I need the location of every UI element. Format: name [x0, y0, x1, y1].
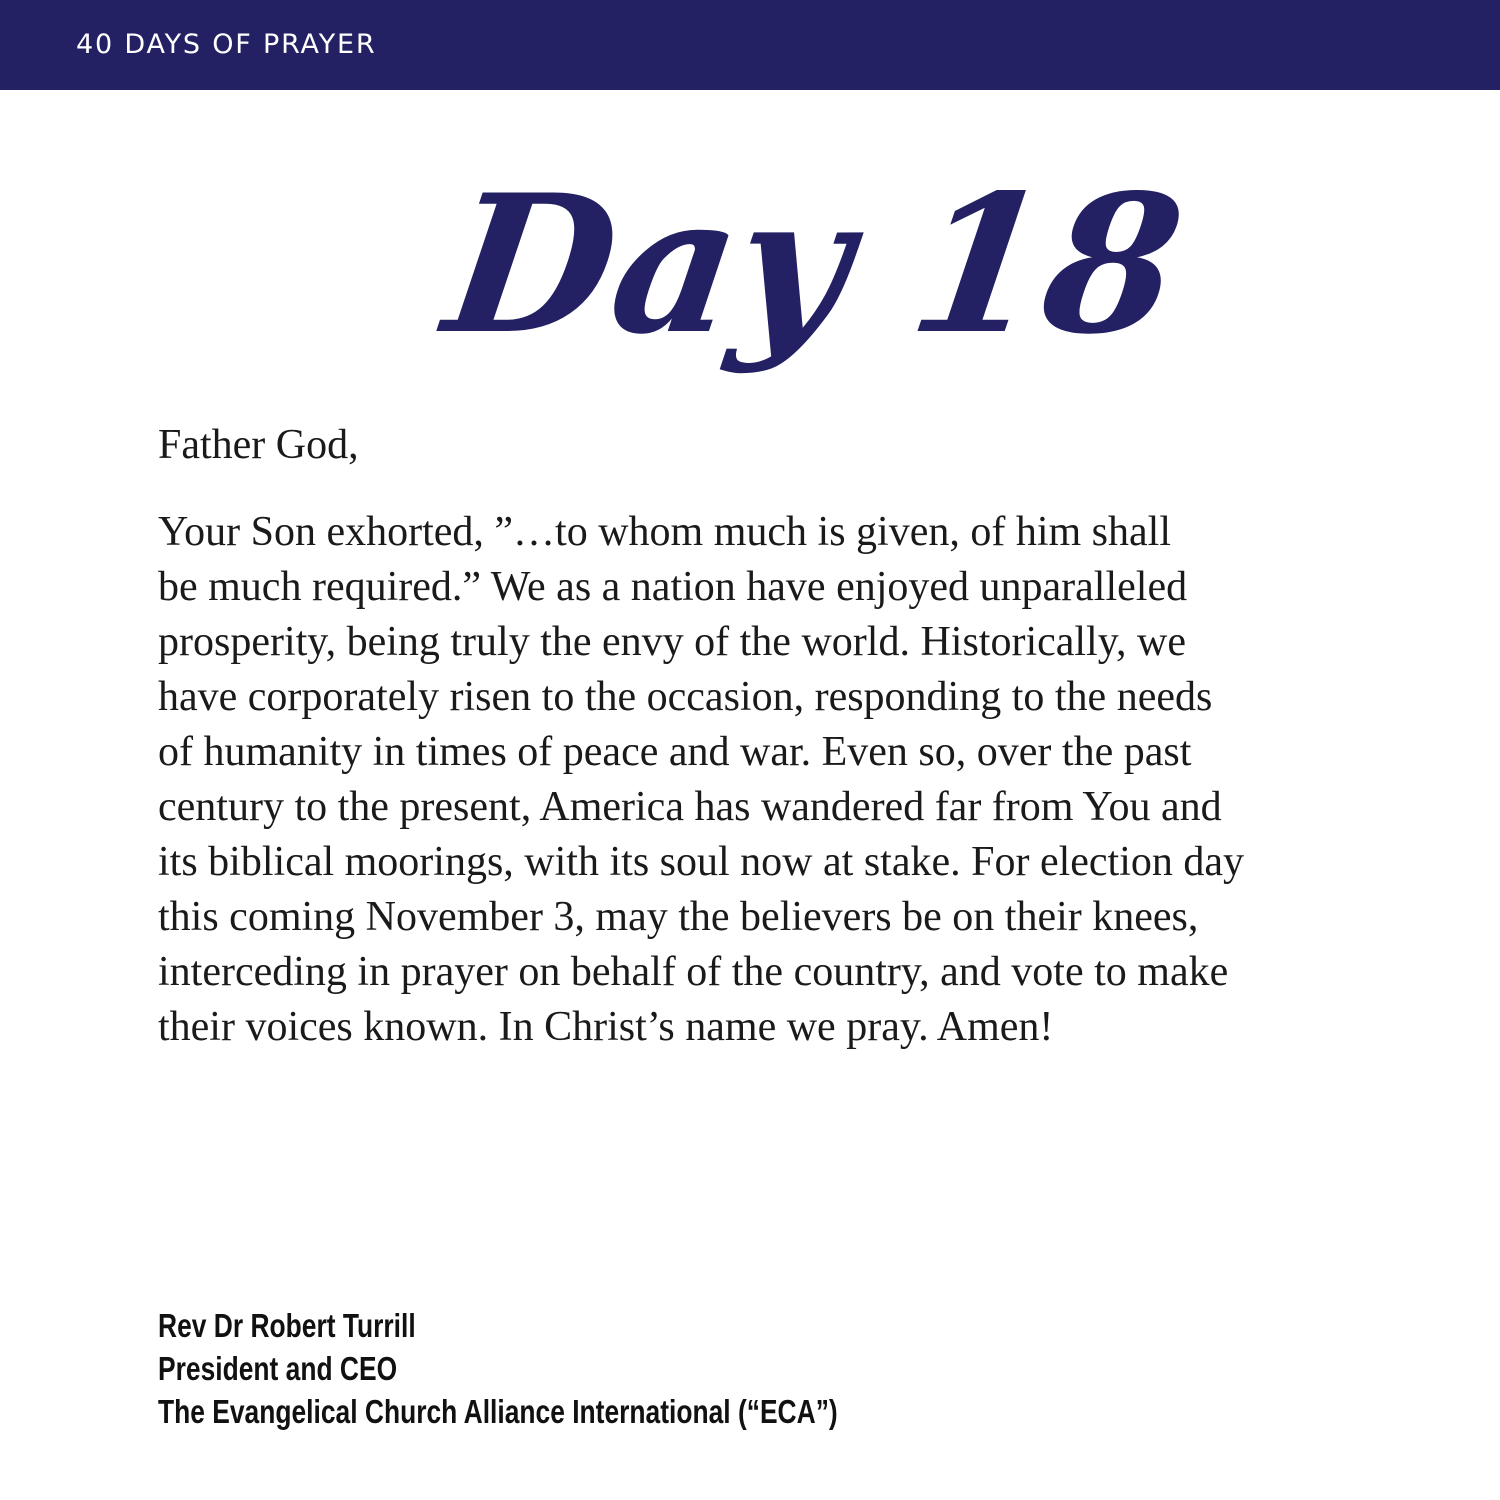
- prayer-line: prosperity, being truly the envy of the world. Historically, we: [158, 619, 1186, 665]
- header-bar: [0, 0, 1500, 90]
- prayer-line: century to the present, America has wandered far from You and: [158, 784, 1222, 830]
- prayer-line: of humanity in times of peace and war. Even so, over the past: [158, 729, 1192, 775]
- signature-block: [158, 1304, 838, 1433]
- prayer-salutation: Father God,: [158, 422, 359, 468]
- prayer-text: [158, 418, 1398, 1055]
- prayer-line: be much required.” We as a nation have enjoyed unparalleled: [158, 564, 1188, 610]
- prayer-body: [158, 505, 1398, 1055]
- prayer-line: have corporately risen to the occasion, responding to the needs: [158, 674, 1213, 720]
- prayer-line: this coming November 3, may the believers be on their knees,: [158, 894, 1199, 940]
- prayer-line: Your Son exhorted, ”…to whom much is given, of him shall: [158, 509, 1172, 555]
- prayer-line: its biblical moorings, with its soul now at stake. For election day: [158, 839, 1245, 885]
- prayer-line: interceding in prayer on behalf of the country, and vote to make: [158, 949, 1229, 995]
- prayer-line: their voices known. In Christ’s name we pray. Amen!: [158, 1004, 1054, 1050]
- series-title: 40 DAYS OF PRAYER: [76, 29, 377, 60]
- author-name: Rev Dr Robert Turrill: [158, 1307, 416, 1344]
- author-role: President and CEO: [158, 1350, 398, 1387]
- author-organization: The Evangelical Church Alliance International (“ECA”): [158, 1393, 838, 1430]
- day-title: Day 18: [434, 153, 1195, 376]
